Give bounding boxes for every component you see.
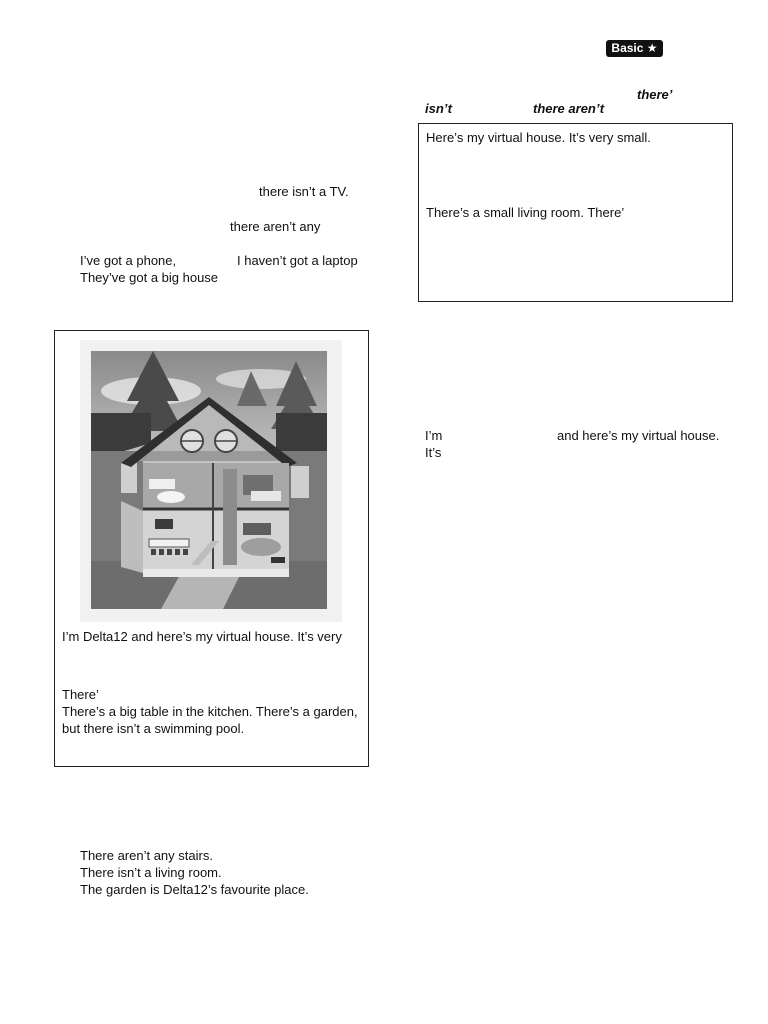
house-illustration [91, 351, 327, 609]
word-there-arent: there aren’t [533, 101, 605, 116]
word-there-apos: there’ [637, 87, 673, 102]
left-line-3a: I’ve got a phone, [80, 253, 177, 268]
delta-line-1: I’m Delta12 and here’s my virtual house. It’s very [62, 629, 342, 644]
badge-label: Basic [611, 41, 644, 55]
star-icon: ★ [646, 41, 658, 55]
delta-line-3: There’s a big table in the kitchen. There’s a garden, [62, 704, 358, 719]
statement-1: There aren’t any stairs. [80, 848, 213, 863]
left-line-2: there aren’t any [230, 219, 321, 234]
delta-line-4: but there isn’t a swimming pool. [62, 721, 245, 736]
example-line-1: Here’s my virtual house. It’s very small. [426, 130, 651, 145]
left-line-1: there isn’t a TV. [259, 184, 349, 199]
writing-im: I’m [425, 428, 443, 443]
left-line-3b: I haven’t got a laptop [237, 253, 358, 268]
level-badge [606, 40, 663, 57]
statement-2: There isn’t a living room. [80, 865, 222, 880]
virtual-house-image [80, 340, 342, 622]
delta-line-2: There’ [62, 687, 99, 702]
writing-heres: and here’s my virtual house. [557, 428, 720, 443]
statement-3: The garden is Delta12’s favourite place. [80, 882, 309, 897]
example-text-box [418, 123, 733, 302]
writing-its: It’s [425, 445, 442, 460]
example-line-2: There’s a small living room. There’ [426, 205, 625, 220]
word-isnt: isn’t [425, 101, 452, 116]
left-line-4: They’ve got a big house [80, 270, 219, 285]
